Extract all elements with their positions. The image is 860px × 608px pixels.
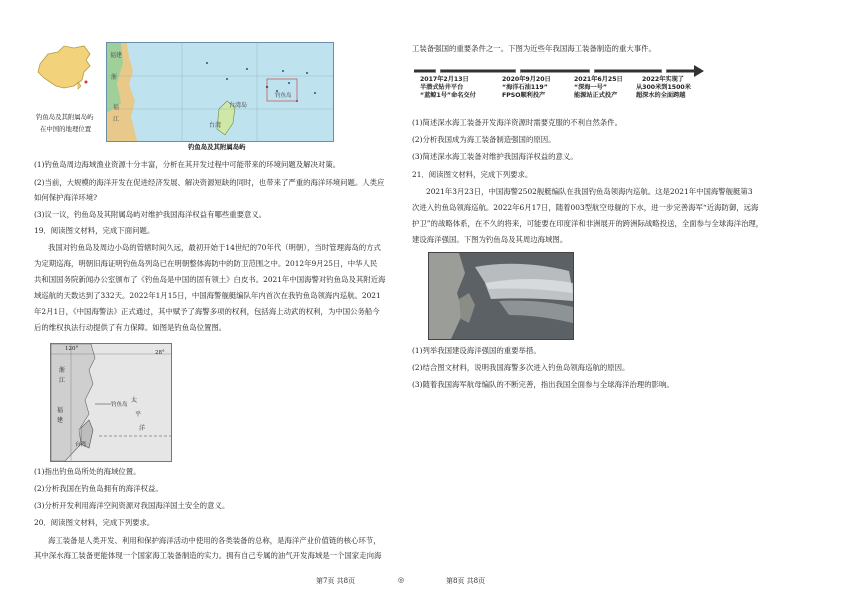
map-label-taiwan-island: 台湾岛 bbox=[229, 102, 248, 109]
timeline-event-3-date: 2021年6月25日 bbox=[574, 76, 623, 83]
pos-map-yang: 洋 bbox=[139, 425, 146, 432]
q21-text-2: 次进入钓鱼岛领海巡航。2022年6月17日，随着003型航空母舰的下水，进一步完善海军“近海防御，远海 bbox=[412, 203, 759, 212]
q21-part1: (1)列举我国建设海洋强国的重要举措。 bbox=[412, 346, 541, 355]
map-label-fu: 福 bbox=[113, 104, 120, 111]
pos-map-tai: 太 bbox=[131, 397, 138, 404]
q20-part2: (2)分析我国成为海工装备制造强国的原因。 bbox=[412, 135, 556, 144]
q19-text-5: 年2月1日，《中国海警法》正式通过，其中赋予了海警多项的权利，包括海上动武的权利，为中国公务船今 bbox=[34, 307, 380, 316]
pos-map-jiang: 江 bbox=[59, 377, 66, 384]
q19-text-6: 后的维权执法行动提供了有力保障。如图是钓鱼岛位置图。 bbox=[34, 323, 227, 332]
diaoyu-position-map bbox=[50, 343, 172, 462]
q19-text-2: 为定期巡海，明朝旧海证明钓鱼岛列岛已在明朝整体海防中的防卫范围之中。2012年9月25日，中华人民 bbox=[34, 259, 378, 268]
q19-part3: (3)分析开发利用海洋空间资源对我国海洋国土安全的意义。 bbox=[34, 501, 230, 510]
q20-title: 20．阅读图文材料，完成下列要求。 bbox=[34, 518, 155, 527]
q18-part2a: (2)当前，大规模的海洋开发在促进经济发展、解决资源短缺的同时，也带来了严重的海洋环境问题。人类应 bbox=[34, 178, 385, 187]
q21-part2: (2)结合图文材料，说明我国海警多次进入钓鱼岛领海巡航的原因。 bbox=[412, 363, 630, 372]
timeline-event-1-line3: “蓝鲸1号”命名交付 bbox=[420, 92, 476, 99]
pos-map-zhe: 浙 bbox=[59, 367, 66, 374]
timeline-event-2-line3: FPSO顺利投产 bbox=[502, 92, 546, 99]
big-map-caption: 钓鱼岛及其附属岛屿 bbox=[188, 143, 246, 151]
q20-part3: (3)简述深水海工装备对维护我国海洋权益的意义。 bbox=[412, 152, 578, 161]
footer-page-right: 第8页 共8页 bbox=[446, 577, 486, 585]
small-map-caption-1: 钓鱼岛及其附属岛屿 bbox=[36, 113, 94, 121]
china-location-map bbox=[34, 42, 96, 102]
timeline-event-4-date: 2022年实现了 bbox=[642, 76, 684, 83]
pos-map-taiwan: 台湾 bbox=[75, 442, 87, 448]
q19-text-3: 共和国国务院新闻办公室颁布了《钓鱼岛是中国的固有领土》白皮书。2021年中国海警对钓鱼岛及其附近海 bbox=[34, 275, 386, 284]
timeline-event-2-date: 2020年9月20日 bbox=[502, 76, 551, 83]
q20-part1: (1)简述深水海工装备开发海洋资源时需要克服的不利自然条件。 bbox=[412, 118, 623, 127]
timeline-event-1-line2: 半潜式钻井平台 bbox=[420, 84, 464, 91]
q21-text-1: 2021年3月23日，中国海警2502舰艇编队在我国钓鱼岛领海内巡航。这是2021年中国海警舰艇第3 bbox=[426, 187, 753, 196]
pos-map-jian: 建 bbox=[57, 417, 64, 424]
pos-map-lon: 120° bbox=[65, 346, 79, 352]
q19-title: 19．阅读图文材料，完成下面问题。 bbox=[34, 226, 155, 235]
satellite-map-graphic bbox=[429, 253, 573, 339]
q21-title: 21．阅读图文材料，完成下列要求。 bbox=[412, 170, 533, 179]
china-outline-figure bbox=[34, 42, 96, 102]
timeline-event-3-line3: 能源站正式投产 bbox=[574, 92, 618, 99]
diaoyu-surrounding-sea-map bbox=[428, 252, 574, 340]
pos-map-fu: 福 bbox=[57, 407, 64, 414]
map-label-taiwan: 台湾 bbox=[209, 122, 222, 129]
small-map-caption-2: 在中国的地理位置 bbox=[40, 125, 92, 133]
q18-part2b: 如何保护海洋环境? bbox=[34, 193, 98, 202]
pos-map-lat: 28° bbox=[155, 350, 165, 356]
timeline-event-4-line2: 从300米到1500米 bbox=[636, 84, 691, 91]
q19-text-4: 域巡航的天数达到了332天。2022年1月15日，中国海警舰艇编队年内首次在我钓鱼岛领海内巡航。2021 bbox=[34, 291, 381, 300]
pos-map-diaoyu: 钓鱼岛 bbox=[111, 402, 128, 408]
q18-part3: (3)议一议，钓鱼岛及其附属岛屿对维护我国海洋权益有哪些重要意义。 bbox=[34, 210, 267, 219]
map-label-zhe: 浙 bbox=[111, 74, 118, 81]
timeline-event-3-line2: “深海一号” bbox=[574, 84, 607, 91]
q19-part1: (1)指出钓鱼岛所处的海域位置。 bbox=[34, 467, 141, 476]
timeline-event-1-date: 2017年2月13日 bbox=[420, 76, 469, 83]
diaoyu-islands-map bbox=[106, 42, 334, 142]
timeline-event-4-line3: 超深水的全面跨越 bbox=[636, 92, 686, 99]
q19-text-1: 我国对钓鱼岛及周边小岛的管辖时间久远，最初开始于14世纪的70年代（明朝），当时管理海岛的方式 bbox=[48, 243, 381, 252]
footer-center-mark: ◎ bbox=[398, 576, 405, 584]
q20-intro: 工装备强国的重要条件之一。下图为近些年我国海工装备制造的重大事件。 bbox=[412, 44, 656, 53]
footer-page-left: 第7页 共8页 bbox=[316, 577, 356, 585]
q21-text-4: 建设海洋强国。下图为钓鱼岛及其周边海域图。 bbox=[412, 235, 568, 244]
q20-text-2: 其中深水海工装备更能体现一个国家海工装备制造的实力。拥有自己专属的油气开发海域是一个国家走向海 bbox=[34, 551, 382, 560]
pos-map-ping: 平 bbox=[135, 411, 142, 418]
map-label-fujian: 福建 bbox=[110, 52, 123, 59]
map-label-jiang: 江 bbox=[113, 116, 120, 123]
timeline-figure bbox=[414, 60, 704, 110]
map-label-diaoyu: 钓鱼岛 bbox=[275, 93, 292, 99]
q18-part1: (1)钓鱼岛周边海域渔业资源十分丰富，分析在其开发过程中可能带来的环境问题及解决对策。 bbox=[34, 160, 341, 169]
q20-text-1: 海工装备是人类开发、利用和保护海洋活动中使用的各类装备的总称，是海洋产业价值链的核心环节， bbox=[48, 536, 381, 545]
q21-part3: (3)随着我国海军航母编队的不断完善，指出我国全面参与全球海洋治理的影响。 bbox=[412, 380, 674, 389]
timeline-event-2-line2: “海洋石油119” bbox=[502, 84, 548, 91]
q19-part2: (2)分析我国在钓鱼岛拥有的海洋权益。 bbox=[34, 484, 163, 493]
q21-text-3: 护卫”的战略体系，在不久的将来，可能要在印度洋和非洲展开的跨洲际战略投送，全面参与全球海洋治理， bbox=[412, 219, 764, 228]
